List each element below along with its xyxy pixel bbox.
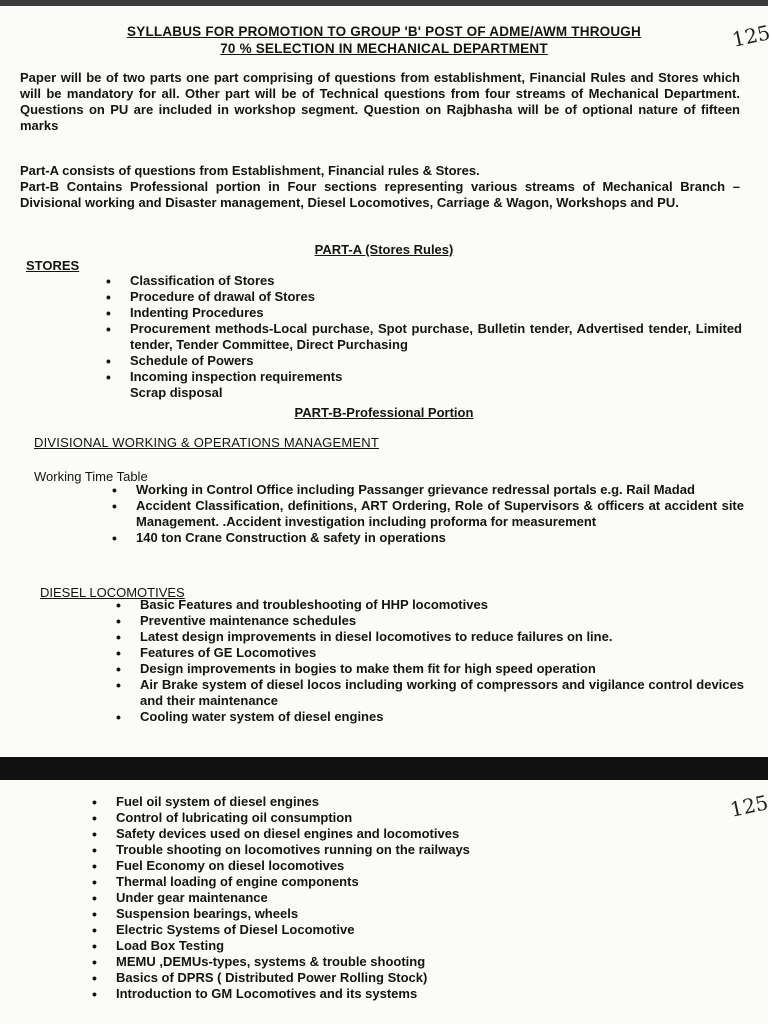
scan-edge — [0, 0, 768, 6]
divisional-list — [112, 482, 744, 546]
handwritten-page-number: 125 — [727, 790, 771, 822]
document-title-line-1: SYLLABUS FOR PROMOTION TO GROUP 'B' POST OF ADME/AWM THROUGH — [127, 24, 641, 39]
list-item: • Introduction to GM Locomotives and its systems — [92, 986, 692, 1002]
list-item: • Incoming inspection requirements — [106, 369, 742, 385]
list-item: • Cooling water system of diesel engines — [116, 709, 744, 725]
list-item: • Schedule of Powers — [106, 353, 742, 369]
list-item: • Fuel oil system of diesel engines — [92, 794, 692, 810]
document-page-2 — [0, 780, 771, 1024]
list-item: • Procurement methods-Local purchase, Spot purchase, Bulletin tender, Advertised tender, Limited tender, Tender Committee, Direct Purchasing — [106, 321, 742, 353]
list-item: • Control of lubricating oil consumption — [92, 810, 692, 826]
list-item: • Fuel Economy on diesel locomotives — [92, 858, 692, 874]
list-item: • Trouble shooting on locomotives running on the railways — [92, 842, 692, 858]
list-item: • Design improvements in bogies to make them fit for high speed operation — [116, 661, 744, 677]
stores-list — [106, 273, 742, 401]
divisional-heading: DIVISIONAL WORKING & OPERATIONS MANAGEMENT — [34, 435, 379, 450]
page-separator — [0, 757, 768, 780]
list-item: • Load Box Testing — [92, 938, 692, 954]
intro-paragraph: Paper will be of two parts one part comprising of questions from establishment, Financial Rules and Stores which will be mandatory for all. Other part will be of Technical questions from four streams of Mechanical Department. Questions on PU are included in workshop segment. Question on Rajbhasha will be of optional nature of fifteen marks — [20, 70, 740, 133]
list-item: • Classification of Stores — [106, 273, 742, 289]
diesel-locomotives-heading: DIESEL LOCOMOTIVES — [40, 585, 185, 600]
handwritten-page-number: 125 — [729, 20, 772, 52]
list-item: • Electric Systems of Diesel Locomotive — [92, 922, 692, 938]
list-item: • Preventive maintenance schedules — [116, 613, 744, 629]
part-a-description: Part-A consists of questions from Establishment, Financial rules & Stores. — [20, 163, 480, 178]
diesel-list-continued — [92, 794, 692, 1002]
diesel-list — [116, 597, 744, 725]
list-item: • Suspension bearings, wheels — [92, 906, 692, 922]
stores-heading: STORES — [26, 258, 80, 273]
list-item: • Procedure of drawal of Stores — [106, 289, 742, 305]
list-item: • 140 ton Crane Construction & safety in operations — [112, 530, 744, 546]
document-title-line-2: 70 % SELECTION IN MECHANICAL DEPARTMENT — [220, 41, 548, 56]
list-item: • Latest design improvements in diesel locomotives to reduce failures on line. — [116, 629, 744, 645]
working-time-table-label: Working Time Table — [34, 469, 148, 484]
list-item: Scrap disposal — [130, 385, 223, 400]
list-item: • Under gear maintenance — [92, 890, 692, 906]
part-b-description: Part-B Contains Professional portion in Four sections representing various streams of Mechanical Branch – Divisional working and Disaster management, Diesel Locomotives, Carriage & Wagon, Workshops and PU. — [20, 179, 740, 210]
list-item: • Working in Control Office including Passanger grievance redressal portals e.g. Rail Madad — [112, 482, 744, 498]
list-item: • Air Brake system of diesel locos including working of compressors and vigilance control devices and their maintenance — [116, 677, 744, 709]
list-item: • Thermal loading of engine components — [92, 874, 692, 890]
part-a-heading: PART-A (Stores Rules) — [314, 242, 454, 257]
list-item: • Safety devices used on diesel engines and locomotives — [92, 826, 692, 842]
list-item: • Features of GE Locomotives — [116, 645, 744, 661]
list-item: • MEMU ,DEMUs-types, systems & trouble shooting — [92, 954, 692, 970]
list-item: • Basics of DPRS ( Distributed Power Rolling Stock) — [92, 970, 692, 986]
list-item: • Accident Classification, definitions, ART Ordering, Role of Supervisors & officers at accident site Management. .Accident investigation including proforma for measurement — [112, 498, 744, 530]
list-item: • Indenting Procedures — [106, 305, 742, 321]
list-item: • Basic Features and troubleshooting of HHP locomotives — [116, 597, 744, 613]
part-b-heading: PART-B-Professional Portion — [294, 405, 474, 420]
